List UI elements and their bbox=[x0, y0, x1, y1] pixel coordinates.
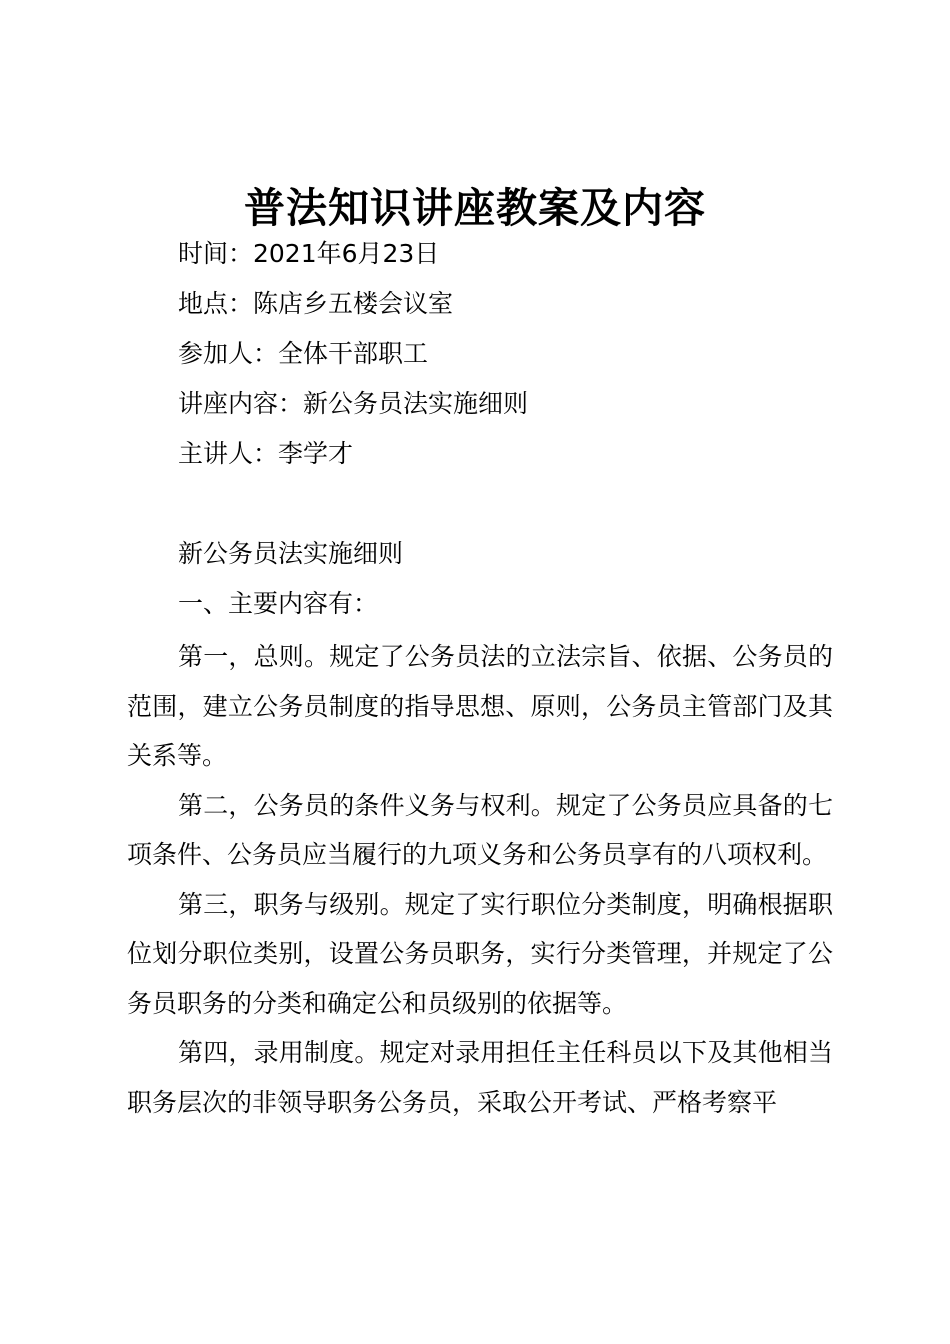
meta-participants: 参加人：全体干部职工 bbox=[178, 339, 429, 368]
subheading: 一、主要内容有： bbox=[178, 589, 379, 618]
paragraph-recruitment: 第四，录用制度。规定对录用担任主任科员以下及其他相当职务层次的非领导职务公务员，采取公开考试、严格考察平 bbox=[127, 1038, 833, 1117]
paragraph-conditions: 第二，公务员的条件义务与权利。规定了公务员应具备的七项条件、公务员应当履行的九项义务和公务员享有的八项权利。 bbox=[127, 790, 833, 869]
body-text bbox=[127, 632, 833, 1127]
paragraph-general: 第一，总则。规定了公务员法的立法宗旨、依据、公务员的范围，建立公务员制度的指导思想、原则，公务员主管部门及其关系等。 bbox=[127, 642, 833, 770]
document-title: 普法知识讲座教案及内容 bbox=[244, 184, 706, 232]
section-heading: 新公务员法实施细则 bbox=[178, 539, 404, 568]
paragraph-positions: 第三，职务与级别。规定了实行职位分类制度，明确根据职位划分职位类别，设置公务员职务，实行分类管理，并规定了公务员职务的分类和确定公和员级别的依据等。 bbox=[127, 889, 833, 1018]
meta-speaker: 主讲人：李学才 bbox=[178, 439, 354, 468]
meta-time: 时间：2021年6月23日 bbox=[178, 239, 440, 268]
meta-topic: 讲座内容：新公务员法实施细则 bbox=[178, 389, 529, 418]
meta-place: 地点：陈店乡五楼会议室 bbox=[178, 289, 454, 318]
